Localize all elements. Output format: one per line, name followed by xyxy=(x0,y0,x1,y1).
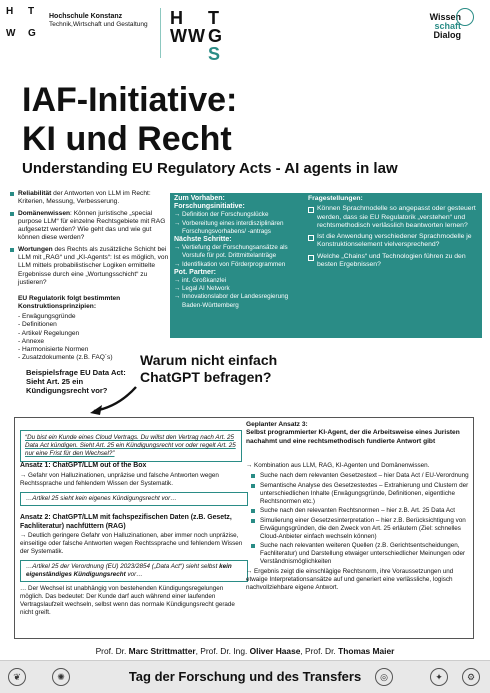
list-item: - Annexe xyxy=(18,338,168,346)
warum-heading xyxy=(140,352,277,386)
result-text: …Artikel 25 der Verordnung (EU) 2023/2854 („Data Act“) sieht selbst xyxy=(26,563,220,570)
section-heading: Nächste Schritte: xyxy=(174,236,232,244)
title-line-1: IAF-Initiative: xyxy=(22,81,238,119)
author-prefix: Prof. Dr. xyxy=(95,646,129,656)
globe-icon: ◎ xyxy=(375,668,393,686)
ansatz-1-result: …Artikel 25 sieht kein eigenes Kündigungsrecht vor… xyxy=(20,492,248,506)
logo-letter: W xyxy=(6,28,16,39)
list-item: → Identifikation von Förderprogrammen xyxy=(174,261,298,269)
list-item: → Vorbereitung eines interdisziplinären Forschungsvorhabens/ -antrags xyxy=(174,220,298,236)
ansatz-1 xyxy=(20,462,248,506)
logo-letter: H xyxy=(6,6,14,17)
bullet-item xyxy=(10,246,170,287)
result-bold: kein eigenständiges Kündigungsrecht xyxy=(26,563,232,578)
ansatz-3-subtitle: Selbst programmierter KI-Agent, der die Arbeitsweise eines Juristen nachahmt und eine rechtsmethodisch fundierte Antwort gibt xyxy=(246,429,460,445)
list-item: Suche nach den relevanten Rechtsnormen – hier z.B. Art. 25 Data Act xyxy=(246,507,474,515)
list-item: Suche nach dem relevanten Gesetzestext – hier Data Act / EU-Verordnung xyxy=(246,472,474,480)
leaf-icon: ❦ xyxy=(8,668,26,686)
list-item: → Definition der Forschungslücke xyxy=(174,211,298,219)
section-heading: Forschungsinitiative: xyxy=(174,203,245,211)
ansatz-3-heading xyxy=(246,421,474,446)
fragen-title: Fragestellungen: xyxy=(308,195,363,202)
ansatz-2-text: → Deutlich geringere Gefahr von Halluzinationen, aber immer noch unpräzise, einseitige oder falsche Antworten wegen Rechtssprache und fehlendem Wissen der Systematik. xyxy=(20,532,243,555)
eu-heading: EU Regulatorik folgt bestimmten Konstruktionsprinzipien: xyxy=(18,295,121,311)
list-item: Suche nach relevanten weiteren Quellen (z.B. Gerichtsentscheidungen, Fachliteratur) und Darstellung etwaiger unterschiedlicher Meinungen oder Verständnismöglichkeiten xyxy=(246,542,474,566)
ansatz-1-title: Ansatz 1: ChatGPT/LLM out of the Box xyxy=(20,462,147,469)
author-prefix: , Prof. Dr. xyxy=(300,646,339,656)
list-item: Ist die Anwendung verschiedener Sprachmodelle je Konstruktionselement vielversprechend? xyxy=(308,233,476,250)
warum-line: ChatGPT befragen? xyxy=(140,369,272,385)
htwg-logo-small xyxy=(6,6,42,42)
ansatz-3-intro: → Kombination aus LLM, RAG, KI-Agenten und Domänenwissen. xyxy=(246,462,430,469)
vorhaben-box xyxy=(170,193,302,338)
warum-line: Warum nicht einfach xyxy=(140,352,278,368)
author-name: Thomas Maier xyxy=(338,646,395,656)
list-item: Semantische Analyse des Gesetzestextes – Extrahierung und Clustern der unterschiedlichen Inhalte (Erwägungsgründe, Definitionen, eigentliche Rechtsnormen etc.) xyxy=(246,482,474,506)
logo-letter: G xyxy=(28,28,36,39)
beispiel-line: Beispielsfrage EU Data Act: xyxy=(26,368,126,377)
bullet-item xyxy=(10,190,170,207)
ansatz-2 xyxy=(20,514,248,617)
list-item: → int. Großkanzlei xyxy=(174,277,298,285)
logo-letter: W xyxy=(188,26,206,46)
footer-text: Tag der Forschung und des Transfers xyxy=(128,669,362,684)
list-item: → Legal AI Network xyxy=(174,285,298,293)
divider xyxy=(160,8,161,58)
result-text: vor… xyxy=(125,571,143,578)
author-name: Oliver Haase xyxy=(249,646,301,656)
list-item: Können Sprachmodelle so angepasst oder gesteuert werden, dass sie EU Regulatorik „verstehen“ und rechtsmethodisch verlässlich beantworten lernen? xyxy=(308,205,476,230)
bullet-bold: Domänenwissen xyxy=(18,209,71,217)
compass-icon: ✦ xyxy=(430,668,448,686)
wissen-word: Wissen xyxy=(429,12,461,22)
lightbulb-icon: ✺ xyxy=(52,668,70,686)
authors xyxy=(0,646,490,656)
author-name: Marc Strittmatter xyxy=(128,646,196,656)
logo-letter: T xyxy=(28,6,35,17)
list-item: Simulierung einer Gesetzesinterpretation – hier z.B. Berücksichtigung von Erwägungsgründen, die den Zweck von Art. 25 erläutern (Ziel: schnelles Cloud-Anbieter einfach wechseln können) xyxy=(246,517,474,541)
ansatz-3-body xyxy=(246,462,474,592)
school-title: Hochschule Konstanz xyxy=(49,13,123,20)
research-bullets xyxy=(10,190,170,290)
bullet-text: des Rechts als zusätzliche Schicht bei LLM mit „RAG“ und „KI-Agents“: Ist es möglich, von LLM mittels probabilistischer Logiken ermittelte Ergebnisse durch eine „Wortungsschicht“ zu justieren? xyxy=(18,245,169,286)
bullet-text: : Können juristische „special purpose LLM“ für einzelne Rechtsgebiete mit RAG aufgesetzt werden? Wie geht das und wie gut können diese werden? xyxy=(18,209,166,242)
fragestellungen-box xyxy=(302,193,482,338)
list-item: - Zusatzdokumente (z.B. FAQ´s) xyxy=(18,354,168,362)
ansatz-2-result xyxy=(20,560,248,582)
logo-letter: G xyxy=(208,26,224,46)
ansatz-1-text: → Gefahr von Halluzinationen, unpräzise und falsche Antworten wegen Rechtssprache und fehlendem Wissen der Systematik. xyxy=(20,471,219,487)
bullet-bold: Wortungen xyxy=(18,245,53,253)
schaft-word: schaft xyxy=(434,21,461,31)
example-quote: “Du bist ein Kunde eines Cloud Vertrags. Du willst den Vertrag nach Art. 25 Data Act kündigen. Sieht Art. 25 ein Kündigungsrecht vor oder regelt Art. 25 nur eine Frist für den Wechsel?” xyxy=(20,430,242,462)
lightbulb-icon xyxy=(456,8,474,26)
ansatz-2-after: … Der Wechsel ist unabhängig von bestehenden Kündigungsregelungen möglich. Das bedeutet: Der Kunde darf auch während einer laufenden Vertragslaufzeit wechseln, selbst wenn das normale Kündigungsrecht gerade nicht greift. xyxy=(20,585,235,616)
vorhaben-title: Zum Vorhaben: xyxy=(174,195,225,202)
list-item: → Vertiefung der Forschungsansätze als Vorstufe für pot. Drittmittelanträge xyxy=(174,244,298,260)
logo-letter: S xyxy=(208,44,222,64)
section-heading: Pot. Partner: xyxy=(174,268,217,276)
settings-icon: ⚙ xyxy=(462,668,480,686)
list-item: → Innovationslabor der Landesregierung Baden-Württemberg xyxy=(174,293,298,309)
logo-letter: W xyxy=(170,26,188,46)
bullet-bold: Reliabilität xyxy=(18,190,52,197)
ansatz-2-title: Ansatz 2: ChatGPT/LLM mit fachspezifischen Daten (z.B. Gesetz, Fachliteratur) nachfüttern (RAG) xyxy=(20,514,232,530)
dialog-word: Dialog xyxy=(433,30,461,40)
bullet-text: der Antworten von LLM im Recht: Kriterien, Messung, Verbesserung. xyxy=(18,190,151,206)
title-line-2: KI und Recht xyxy=(22,120,232,158)
list-item: Welche „Chains“ und Technologien führen zu den besten Ergebnissen? xyxy=(308,253,476,270)
logo-letter: T xyxy=(208,8,220,28)
ansatz-3-result: → Ergebnis zeigt die einschlägige Rechtsnorm, ihre Voraussetzungen und etwaige Interpretationsansätze auf und generiert eine verlässliche, logisch nachvollziehbare eigene Antwort. xyxy=(246,568,454,592)
wissenschaft-dialog-logo xyxy=(405,13,461,40)
logo-letter: H xyxy=(170,8,184,28)
beispiel-line: Kündigungsrecht vor? xyxy=(26,386,108,395)
subtitle: Understanding EU Regulatory Acts - AI agents in law xyxy=(22,160,398,177)
bullet-item xyxy=(10,210,170,243)
htwgs-logo xyxy=(170,8,230,62)
list-item: - Definitionen xyxy=(18,321,168,329)
list-item: - Erwägungsgründe xyxy=(18,313,168,321)
school-name xyxy=(49,13,148,29)
list-item: - Artikel/ Regelungen xyxy=(18,330,168,338)
list-item: - Harmonisierte Normen xyxy=(18,346,168,354)
beispiel-line: Sieht Art. 25 ein xyxy=(26,377,84,386)
footer-bar xyxy=(0,660,490,693)
ansatz-3-title: Geplanter Ansatz 3: xyxy=(246,421,308,428)
author-prefix: , Prof. Dr. Ing. xyxy=(195,646,250,656)
school-subtitle: Technik,Wirtschaft und Gestaltung xyxy=(49,21,148,28)
curved-arrow-icon xyxy=(88,385,140,417)
fragen-inner xyxy=(302,193,482,338)
